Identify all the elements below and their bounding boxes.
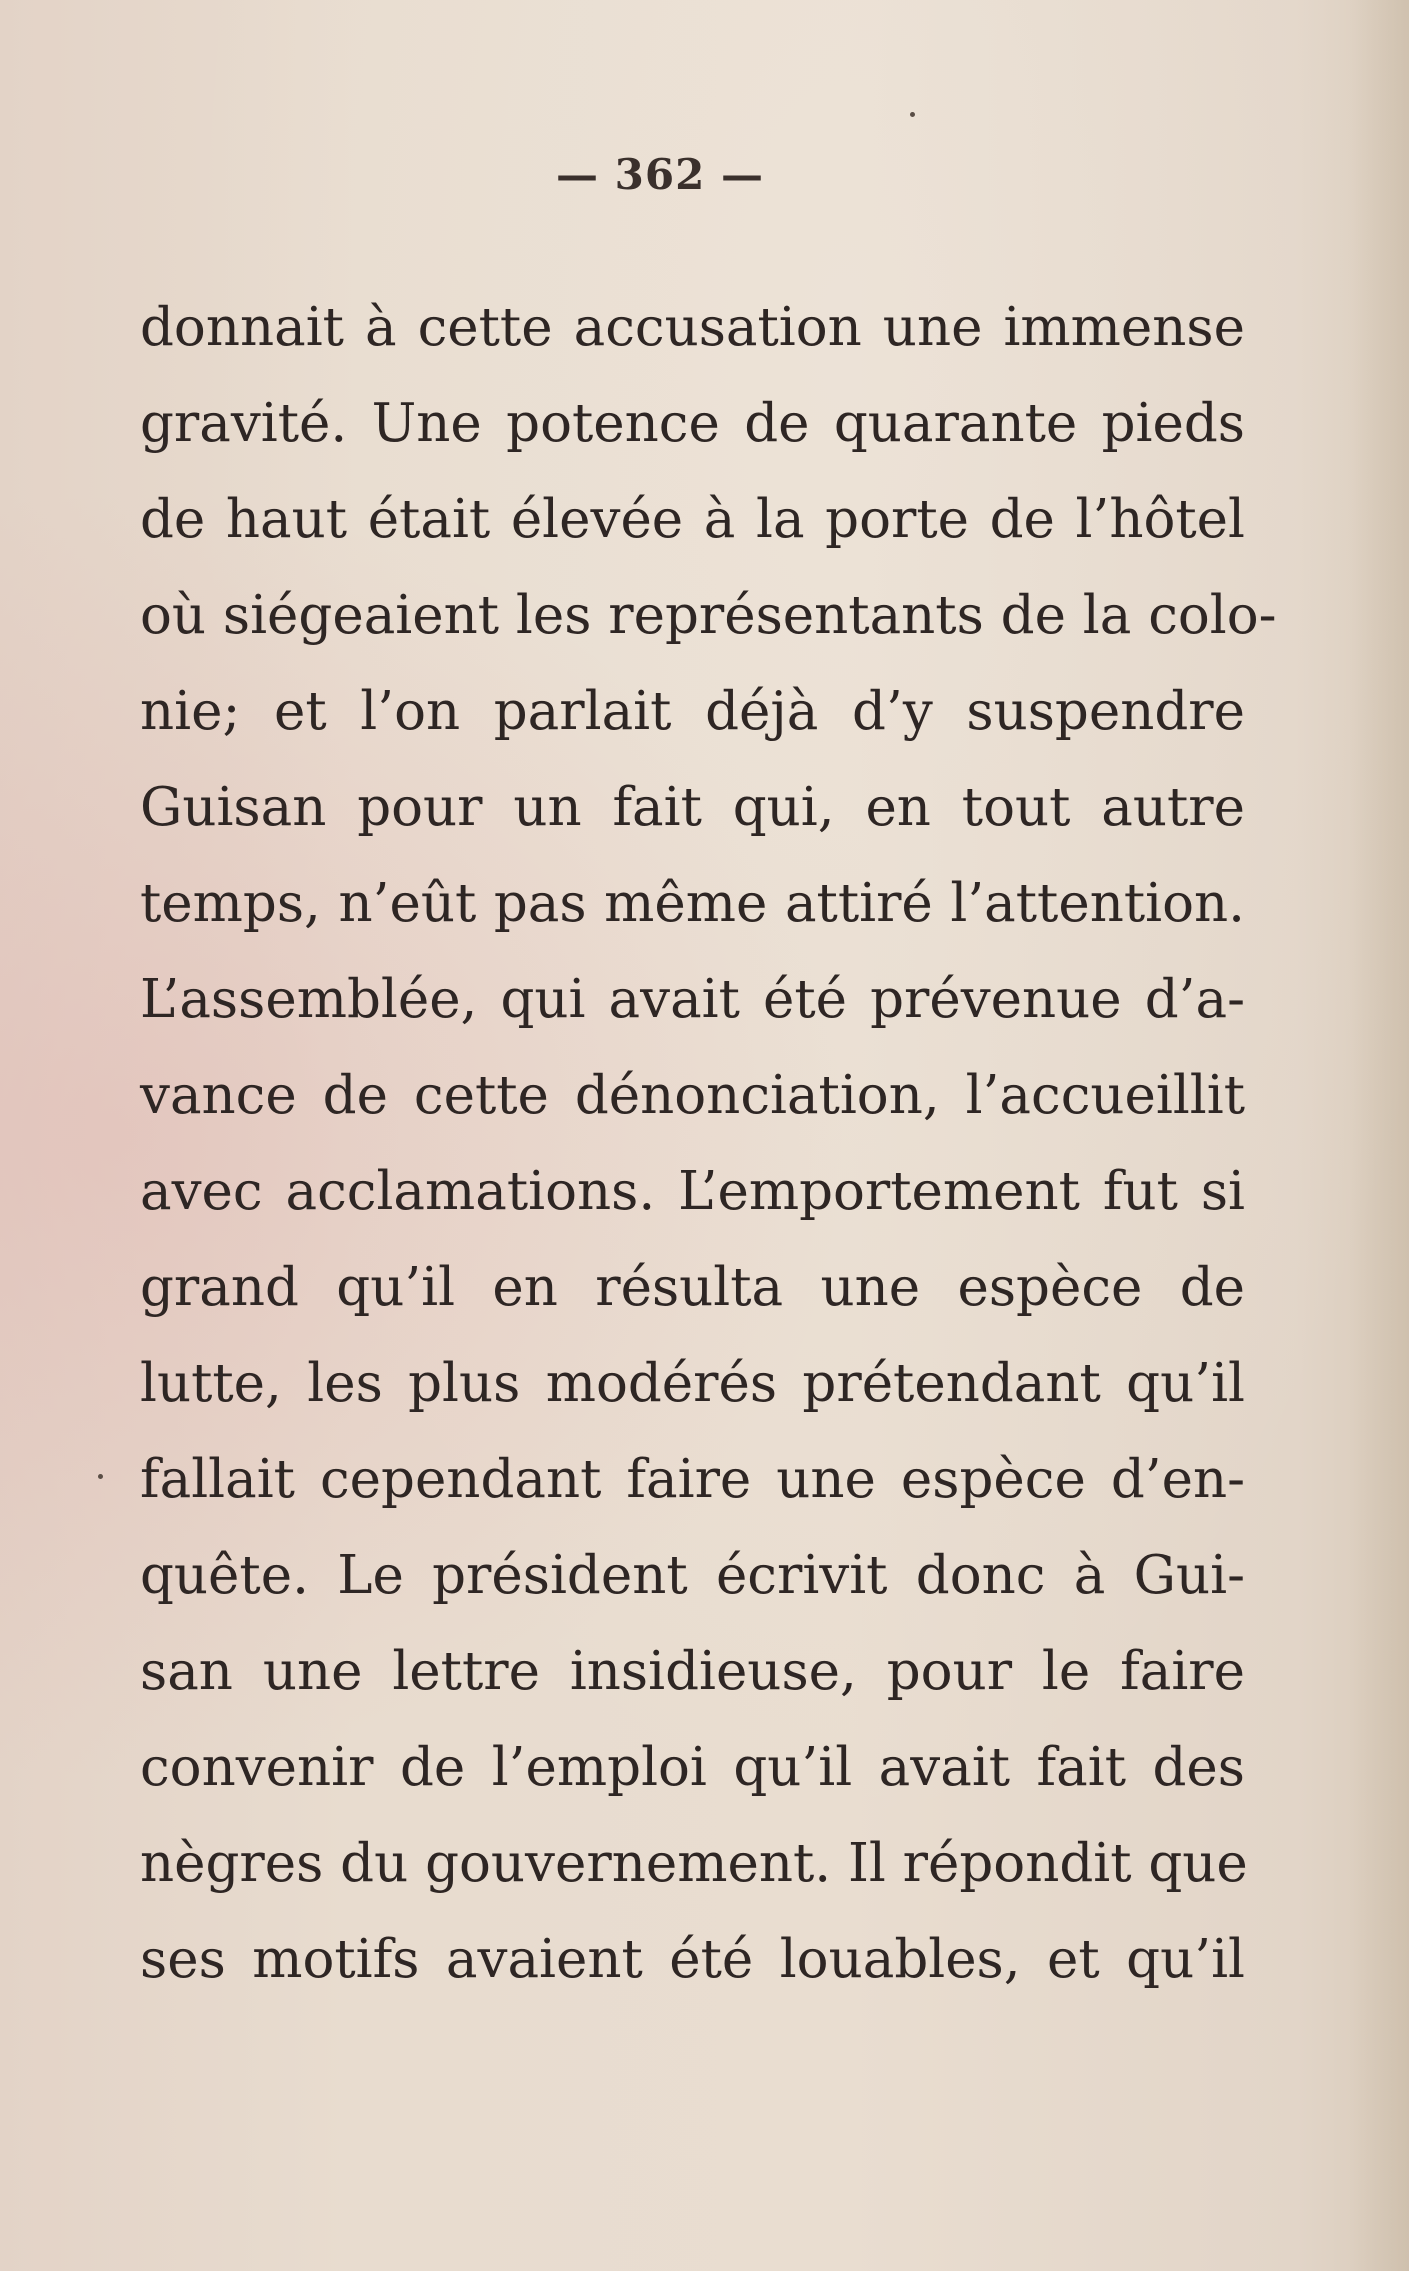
text-line: lutte, les plus modérés prétendant qu’il [140, 1353, 1245, 1414]
text-line: nègres du gouvernement. Il répondit que [140, 1833, 1248, 1894]
page-edge-shadow [1349, 0, 1409, 2271]
text-line: où siégeaient les représentants de la colo- [140, 585, 1277, 646]
text-line: donnait à cette accusation une immense [140, 297, 1245, 358]
text-line: L’assemblée, qui avait été prévenue d’a- [140, 969, 1245, 1030]
text-line: avec acclamations. L’emportement fut si [140, 1161, 1245, 1222]
text-line: Guisan pour un fait qui, en tout autre [140, 777, 1245, 838]
text-line: convenir de l’emploi qu’il avait fait des [140, 1737, 1245, 1798]
text-line: gravité. Une potence de quarante pieds [140, 393, 1245, 454]
text-line: fallait cependant faire une espèce d’en- [140, 1449, 1245, 1510]
text-line: vance de cette dénonciation, l’accueillit [140, 1065, 1245, 1126]
body-text [140, 280, 1277, 2008]
paper-speck [98, 1474, 103, 1479]
text-line: grand qu’il en résulta une espèce de [140, 1257, 1245, 1318]
text-line: quête. Le président écrivit donc à Gui- [140, 1545, 1245, 1606]
text-line: san une lettre insidieuse, pour le faire [140, 1641, 1245, 1702]
page-number: — 362 — [556, 150, 764, 199]
text-line: temps, n’eût pas même attiré l’attention. [140, 873, 1245, 934]
text-line: ses motifs avaient été louables, et qu’il [140, 1929, 1245, 1990]
paper-speck [910, 112, 915, 117]
text-line: de haut était élevée à la porte de l’hôtel [140, 489, 1245, 550]
text-line: nie; et l’on parlait déjà d’y suspendre [140, 681, 1245, 742]
